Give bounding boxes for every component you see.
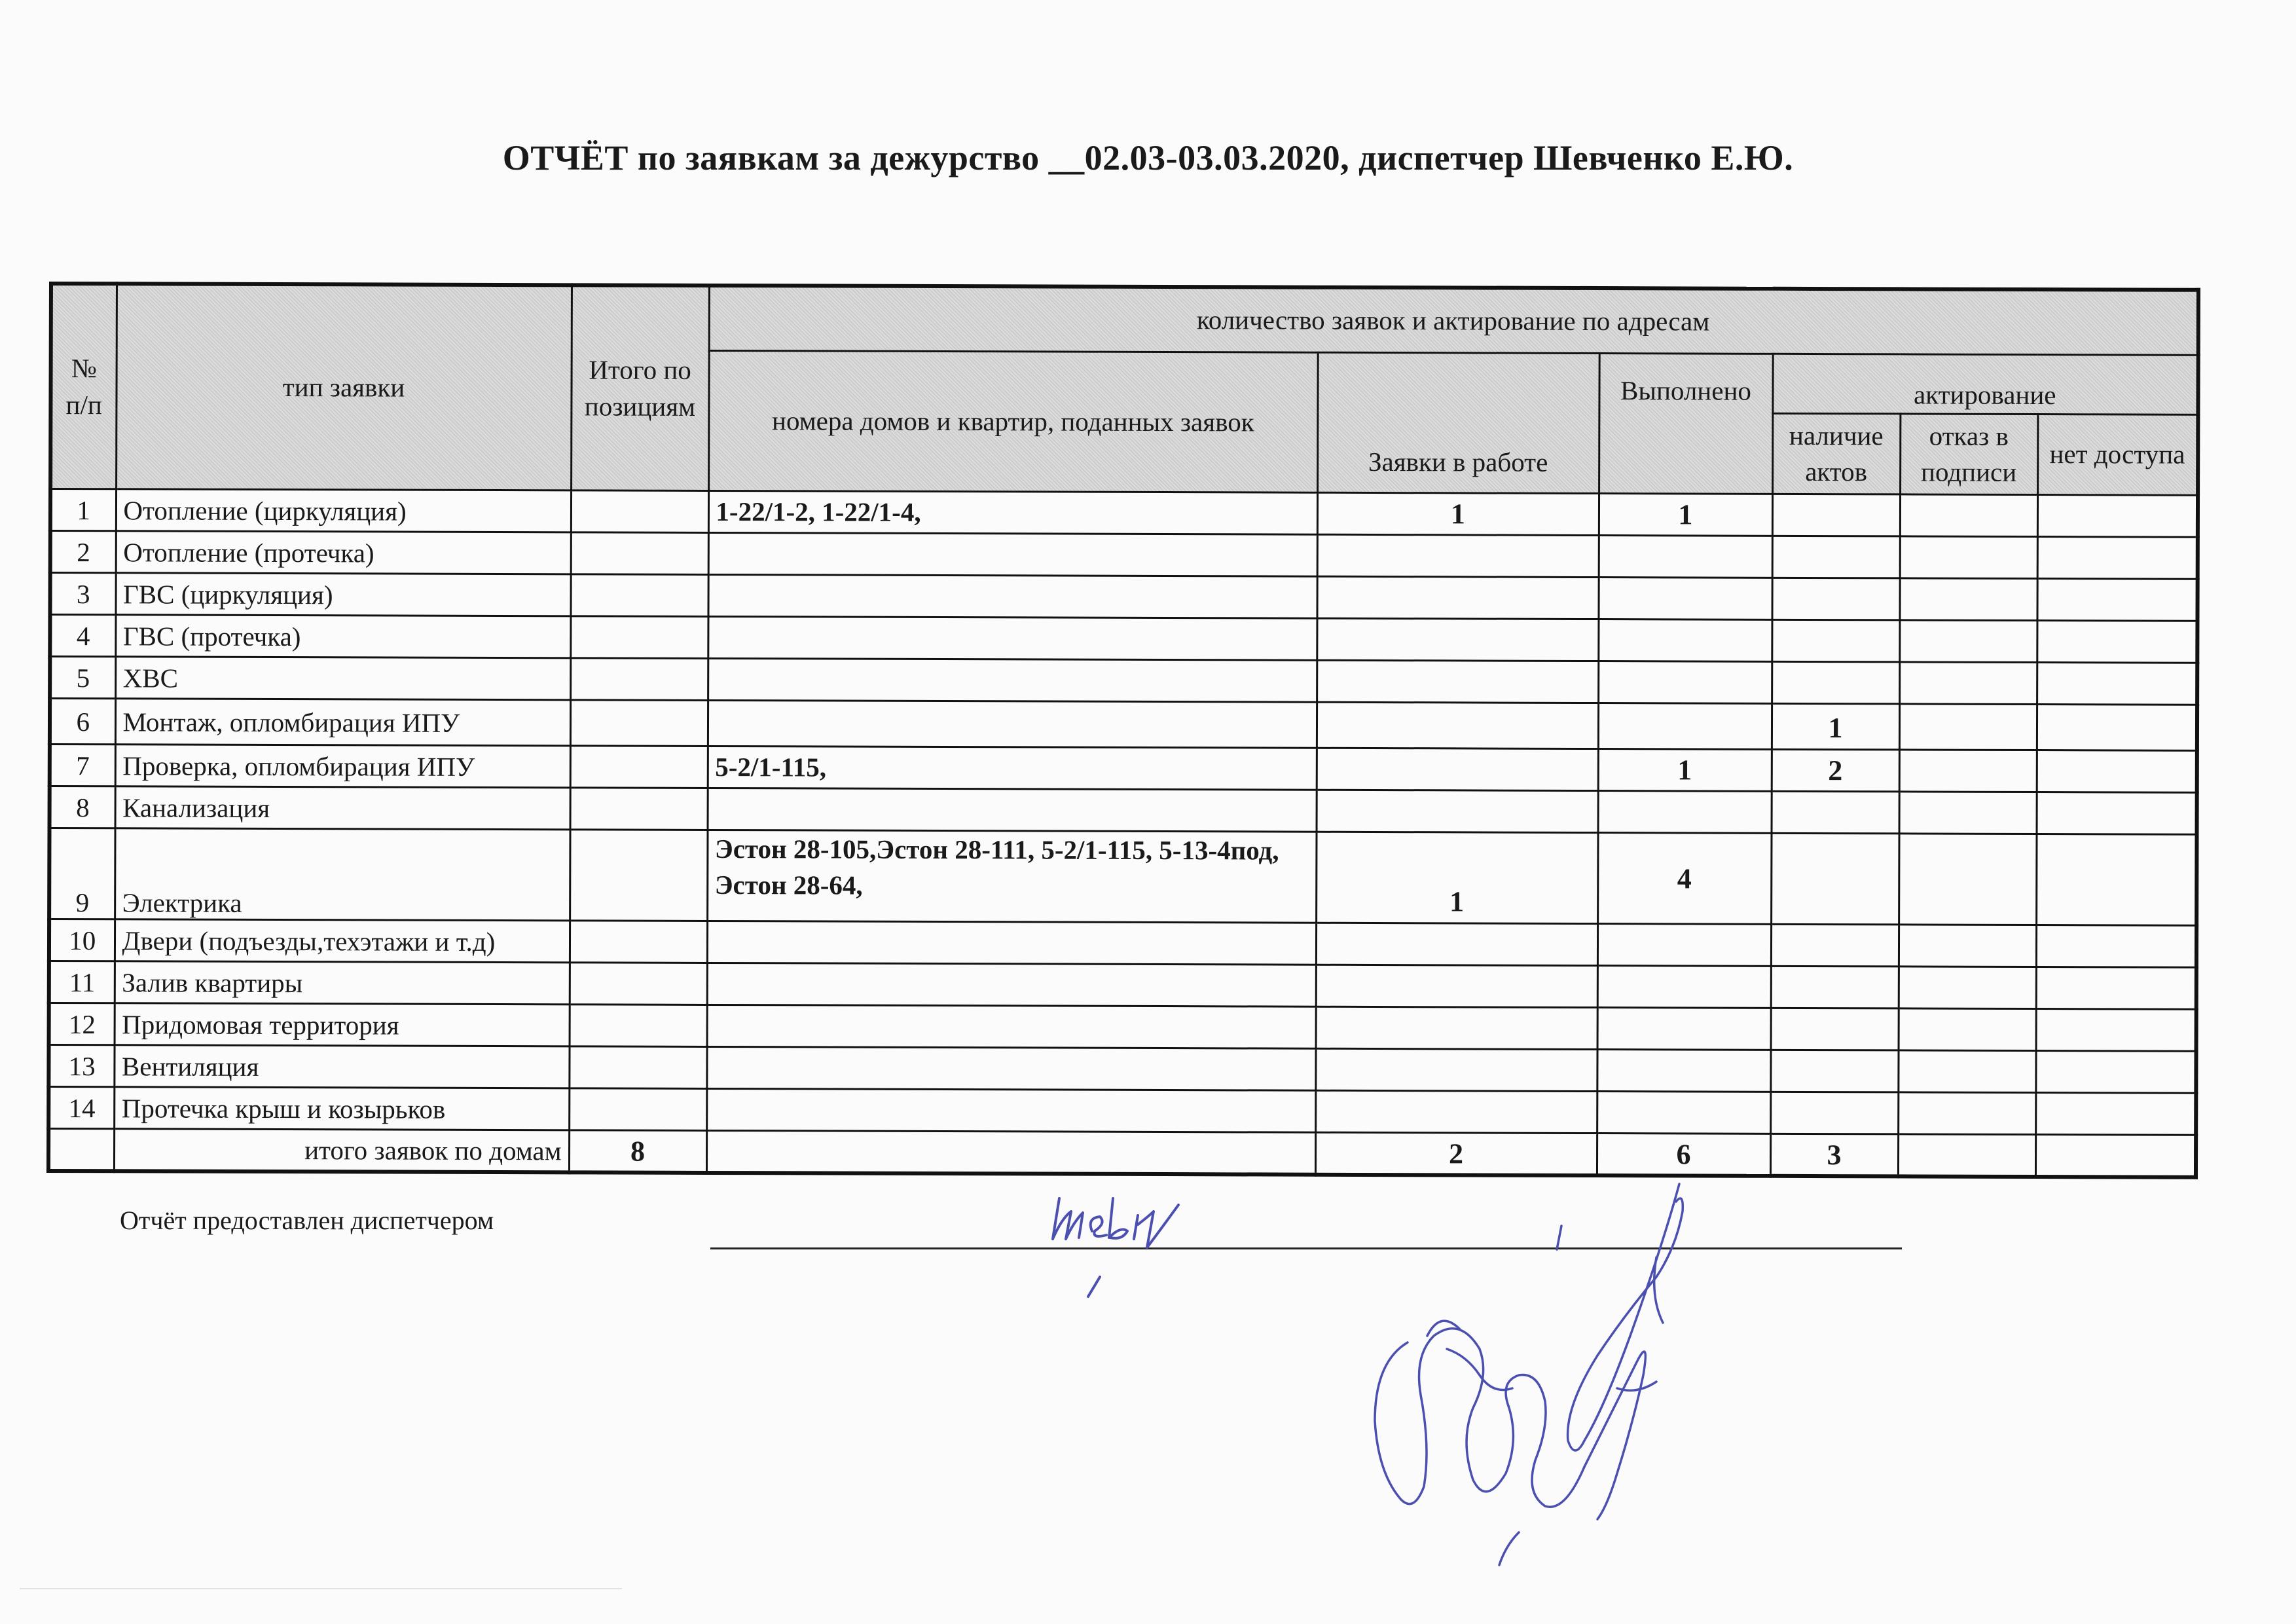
- table-row: [50, 615, 2197, 663]
- row-total: [570, 921, 707, 963]
- table-row: [50, 573, 2197, 621]
- row-in-work: 1: [1317, 492, 1599, 535]
- header-request-type: тип заявки: [116, 284, 572, 490]
- row-acts: 2: [1772, 749, 1899, 792]
- row-addresses: [706, 1088, 1315, 1132]
- row-type: Отопление (циркуляция): [116, 489, 571, 532]
- row-refusal: [1899, 792, 2037, 834]
- row-in-work: [1317, 576, 1598, 619]
- header-acting: актирование: [1772, 354, 2198, 415]
- row-type: Канализация: [115, 786, 570, 830]
- table-row: [49, 961, 2196, 1010]
- row-done: [1597, 1050, 1770, 1092]
- table-row: [49, 828, 2196, 926]
- row-in-work: [1317, 660, 1598, 703]
- row-total: [571, 532, 708, 575]
- row-number: 11: [49, 961, 115, 1003]
- table-row: [50, 489, 2198, 538]
- row-in-work: [1317, 702, 1598, 748]
- row-number: 2: [50, 531, 116, 573]
- row-refusal: [1899, 704, 2037, 750]
- table-row: [50, 745, 2197, 793]
- row-type: Протечка крыш и козырьков: [114, 1087, 569, 1130]
- row-type: ГВС (циркуляция): [115, 573, 570, 616]
- totals-in-work: 2: [1315, 1132, 1597, 1175]
- row-acts: [1771, 924, 1899, 967]
- row-refusal: [1899, 620, 2037, 663]
- row-type: Двери (подъезды,техэтажи и т.д): [115, 919, 570, 963]
- row-addresses: Эстон 28-105,Эстон 28-111, 5-2/1-115, 5-13-4под, Эстон 28-64,: [707, 830, 1316, 923]
- row-total: [570, 616, 708, 659]
- row-total: [570, 658, 708, 701]
- header-position-total: Итого по позициям: [571, 285, 709, 490]
- row-acts: [1772, 619, 1899, 662]
- page-title: ОТЧЁТ по заявкам за дежурство __02.03-03.03.2020, диспетчер Шевченко Е.Ю.: [502, 138, 1794, 177]
- row-number: 6: [50, 699, 115, 745]
- row-no-access: [2037, 792, 2197, 835]
- row-no-access: [2037, 537, 2198, 580]
- row-acts: [1770, 1050, 1898, 1092]
- row-in-work: [1317, 534, 1599, 577]
- header-refusal: отказ в подписи: [1900, 414, 2037, 495]
- row-total: [569, 1046, 706, 1089]
- row-refusal: [1899, 925, 2036, 967]
- row-total: [570, 788, 708, 830]
- row-done: [1598, 703, 1772, 750]
- row-total: [570, 830, 707, 921]
- row-addresses: [708, 532, 1317, 576]
- row-addresses: [708, 788, 1317, 832]
- row-acts: [1772, 661, 1899, 704]
- row-in-work: [1316, 923, 1597, 965]
- row-refusal: [1898, 1092, 2035, 1135]
- row-refusal: [1899, 967, 2036, 1009]
- row-acts: [1771, 833, 1899, 925]
- row-in-work: [1316, 1006, 1597, 1049]
- row-done: [1598, 619, 1772, 662]
- row-addresses: 1-22/1-2, 1-22/1-4,: [708, 490, 1317, 534]
- table-row: [50, 657, 2197, 705]
- row-in-work: [1317, 748, 1598, 790]
- row-number: 7: [50, 745, 115, 786]
- row-acts: [1771, 1008, 1899, 1050]
- row-total: [569, 1088, 706, 1131]
- row-no-access: [2036, 1009, 2196, 1052]
- row-done: [1598, 791, 1772, 834]
- row-done: [1597, 924, 1771, 967]
- row-in-work: [1317, 790, 1598, 832]
- scan-artifact-line: [20, 1588, 622, 1589]
- totals-row: [48, 1129, 2196, 1177]
- row-total: [570, 963, 707, 1005]
- row-no-access: [2037, 705, 2197, 751]
- row-acts: [1772, 578, 1899, 620]
- row-type: Залив квартиры: [115, 961, 570, 1005]
- row-no-access: [2037, 750, 2197, 793]
- footer-label: Отчёт предоставлен диспетчером: [120, 1206, 494, 1235]
- row-no-access: [2036, 925, 2196, 968]
- row-acts: [1771, 966, 1899, 1008]
- row-done: [1597, 1092, 1770, 1134]
- row-number: 1: [50, 489, 116, 531]
- row-total: [570, 1005, 707, 1047]
- header-no-access: нет доступа: [2037, 415, 2198, 496]
- row-number: 3: [50, 573, 115, 615]
- row-type: ХВС: [115, 657, 570, 700]
- table-row: [50, 531, 2198, 580]
- row-refusal: [1899, 1008, 2036, 1051]
- row-refusal: [1899, 578, 2037, 621]
- row-type: Вентиляция: [114, 1045, 569, 1088]
- totals-label: итого заявок по домам: [114, 1129, 569, 1173]
- row-number: 9: [49, 828, 115, 919]
- row-acts: 1: [1772, 703, 1899, 750]
- row-addresses: [707, 963, 1316, 1006]
- row-refusal: [1900, 494, 2037, 537]
- header-done: Выполнено: [1599, 354, 1773, 494]
- row-addresses: [706, 1046, 1315, 1090]
- row-done: [1598, 661, 1772, 704]
- totals-no-access: [2035, 1135, 2196, 1177]
- row-refusal: [1899, 834, 2036, 925]
- totals-total: 8: [569, 1130, 706, 1173]
- header-number: № п/п: [50, 284, 117, 489]
- report-table: [46, 282, 2200, 1179]
- row-type: Электрика: [115, 828, 570, 921]
- row-done: [1598, 578, 1772, 620]
- row-no-access: [2037, 663, 2197, 705]
- row-done: [1597, 1008, 1771, 1050]
- row-no-access: [2037, 621, 2197, 663]
- row-number: 4: [50, 615, 115, 657]
- row-total: [570, 700, 708, 747]
- row-in-work: 1: [1316, 832, 1597, 923]
- row-type: Придомовая территория: [115, 1003, 570, 1046]
- table-row: [49, 1003, 2196, 1052]
- row-type: Монтаж, опломбирация ИПУ: [115, 699, 570, 746]
- row-done: 1: [1598, 749, 1772, 792]
- table-row: [50, 699, 2197, 751]
- row-number: 5: [50, 657, 115, 699]
- row-no-access: [2036, 967, 2196, 1010]
- row-type: Отопление (протечка): [116, 531, 571, 574]
- row-refusal: [1900, 536, 2037, 579]
- row-acts: [1772, 494, 1900, 536]
- row-number: 14: [48, 1087, 114, 1129]
- row-done: 4: [1597, 833, 1771, 925]
- row-number: 12: [49, 1003, 115, 1045]
- totals-acts: 3: [1770, 1134, 1898, 1176]
- row-no-access: [2037, 579, 2197, 621]
- signature-line: [710, 1247, 1902, 1249]
- table-row: [48, 1045, 2196, 1094]
- row-done: [1597, 966, 1771, 1008]
- totals-refusal: [1898, 1134, 2035, 1177]
- row-total: [570, 746, 708, 788]
- row-total: [571, 490, 708, 533]
- table-row: [48, 1087, 2196, 1135]
- row-addresses: [708, 658, 1317, 702]
- row-type: ГВС (протечка): [115, 615, 570, 658]
- row-no-access: [2036, 834, 2196, 926]
- row-acts: [1770, 1092, 1898, 1134]
- row-refusal: [1898, 1050, 2035, 1093]
- row-no-access: [2037, 495, 2198, 538]
- header-address-group: количество заявок и актирование по адресам: [709, 286, 2198, 355]
- row-no-access: [2035, 1093, 2196, 1135]
- signature-scribble: [1375, 1184, 1683, 1565]
- report-table-wrapper: [46, 282, 2200, 1179]
- row-addresses: [708, 616, 1317, 660]
- row-addresses: 5-2/1-115,: [708, 746, 1317, 790]
- row-number: 13: [48, 1045, 114, 1087]
- row-acts: [1772, 791, 1899, 834]
- row-in-work: [1316, 965, 1597, 1007]
- header-in-work: Заявки в работе: [1317, 352, 1599, 493]
- table-row: [49, 919, 2196, 968]
- row-number: 10: [49, 919, 115, 961]
- row-in-work: [1315, 1048, 1597, 1091]
- header-acts: наличие актов: [1772, 413, 1900, 494]
- row-acts: [1772, 536, 1900, 578]
- row-done: 1: [1599, 494, 1772, 536]
- row-total: [570, 574, 708, 617]
- row-number: 8: [50, 786, 115, 828]
- row-refusal: [1899, 750, 2037, 792]
- totals-done: 6: [1597, 1134, 1770, 1176]
- row-no-access: [2035, 1051, 2196, 1094]
- row-addresses: [708, 574, 1317, 618]
- table-row: [50, 786, 2197, 835]
- row-type: Проверка, опломбирация ИПУ: [115, 745, 570, 788]
- row-addresses: [708, 700, 1317, 748]
- row-refusal: [1899, 662, 2037, 705]
- row-addresses: [707, 1005, 1316, 1048]
- row-in-work: [1317, 618, 1598, 661]
- row-addresses: [707, 921, 1316, 965]
- row-done: [1599, 536, 1772, 578]
- totals-addresses: [706, 1130, 1315, 1174]
- totals-blank-cell: [48, 1129, 114, 1172]
- row-in-work: [1315, 1090, 1597, 1133]
- header-addresses: номера домов и квартир, поданных заявок: [708, 350, 1318, 492]
